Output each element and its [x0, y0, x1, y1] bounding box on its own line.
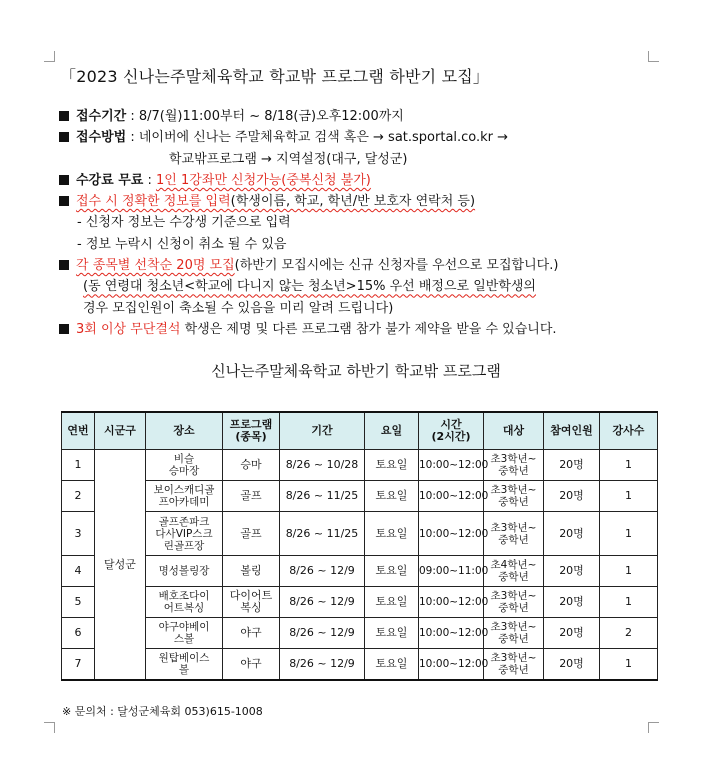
cell-no: 2	[62, 481, 95, 512]
table-row	[62, 587, 658, 618]
notice-sub-item: - 정보 누락시 신청이 취소 될 수 있음	[77, 236, 287, 252]
cell-instructors: 1	[600, 450, 658, 481]
page-corner-mark	[648, 722, 659, 733]
notice-text: (동 연령대 청소년<학교에 다니지 않는 청소년>15% 우선 배정으로 일반학생의	[83, 279, 536, 295]
notice-period	[59, 106, 699, 127]
page-corner-mark	[44, 722, 55, 733]
cell-program: 야구	[223, 649, 280, 681]
cell-target: 초4학년~ 중학년	[484, 556, 544, 587]
notice-highlight: 접수 시 정확한 정보를 입력	[76, 194, 231, 210]
cell-capacity: 20명	[544, 587, 600, 618]
notice-section	[59, 106, 699, 340]
notice-sub-item: - 신청자 정보는 수강생 기준으로 입력	[77, 215, 291, 231]
cell-target: 초3학년~ 중학년	[484, 587, 544, 618]
notice-absence	[59, 319, 699, 340]
notice-text: (학생이름, 학교, 학년/반 보호자 연락처 등)	[230, 194, 476, 210]
cell-no: 4	[62, 556, 95, 587]
cell-place: 배호조다이 어트복싱	[146, 587, 223, 618]
notice-text: 학생은 제명 및 다른 프로그램 참가 불가 제약을 받을 수 있습니다.	[180, 321, 557, 337]
col-header-program	[223, 412, 280, 450]
page-corner-mark	[648, 51, 659, 62]
table-row	[62, 649, 658, 681]
cell-instructors: 2	[600, 618, 658, 649]
notice-text: :	[143, 172, 156, 188]
table-title: 신나는주말체육학교 하반기 학교밖 프로그램	[211, 362, 501, 380]
cell-day: 토요일	[365, 512, 419, 556]
cell-instructors: 1	[600, 587, 658, 618]
notice-text: : 8/7(월)11:00부터 ~ 8/18(금)오후12:00까지	[126, 109, 404, 124]
cell-time: 10:00~12:00	[419, 450, 484, 481]
header-text: (종목)	[235, 430, 267, 443]
cell-period: 8/26 ~ 11/25	[280, 512, 365, 556]
col-header-no: 연번	[62, 412, 95, 450]
cell-capacity: 20명	[544, 649, 600, 681]
header-text: (2시간)	[431, 430, 471, 443]
table-row	[62, 618, 658, 649]
cell-program: 승마	[223, 450, 280, 481]
cell-instructors: 1	[600, 556, 658, 587]
cell-place: 비슬 승마장	[146, 450, 223, 481]
col-header-capacity: 참여인원	[544, 412, 600, 450]
cell-instructors: 1	[600, 512, 658, 556]
cell-time: 10:00~12:00	[419, 618, 484, 649]
cell-target: 초3학년~ 중학년	[484, 450, 544, 481]
cell-time: 10:00~12:00	[419, 649, 484, 681]
notice-highlight: 각 종목별 선착순 20명 모집	[76, 258, 235, 274]
cell-day: 토요일	[365, 618, 419, 649]
table-row	[62, 481, 658, 512]
cell-place: 야구야베이 스볼	[146, 618, 223, 649]
cell-no: 3	[62, 512, 95, 556]
program-table	[61, 411, 658, 681]
notice-label: 수강료 무료	[76, 172, 144, 188]
bullet-square-icon	[59, 132, 69, 142]
header-text: 시간	[440, 418, 462, 431]
notice-sub-item	[59, 276, 699, 297]
col-header-place: 장소	[146, 412, 223, 450]
cell-period: 8/26 ~ 12/9	[280, 587, 365, 618]
cell-capacity: 20명	[544, 450, 600, 481]
bullet-square-icon	[59, 175, 69, 185]
cell-capacity: 20명	[544, 556, 600, 587]
cell-target: 초3학년~ 중학년	[484, 649, 544, 681]
cell-capacity: 20명	[544, 512, 600, 556]
document-title: 「2023 신나는주말체육학교 학교밖 프로그램 하반기 모집」	[60, 67, 490, 86]
cell-day: 토요일	[365, 481, 419, 512]
cell-capacity: 20명	[544, 481, 600, 512]
table-row	[62, 450, 658, 481]
cell-no: 7	[62, 649, 95, 681]
cell-program: 볼링	[223, 556, 280, 587]
col-header-period: 기간	[280, 412, 365, 450]
cell-instructors: 1	[600, 649, 658, 681]
cell-program: 골프	[223, 512, 280, 556]
table-row	[62, 512, 658, 556]
notice-sub-item: 경우 모집인원이 축소될 수 있음을 미리 알려 드립니다)	[83, 300, 394, 316]
notice-method-continued: 학교밖프로그램 → 지역설정(대구, 달성군)	[169, 151, 408, 167]
cell-no: 1	[62, 450, 95, 481]
notice-accuracy	[59, 191, 699, 212]
contact-footer: ※ 문의처 : 달성군체육회 053)615-1008	[62, 705, 263, 718]
cell-district: 달성군	[95, 450, 146, 681]
cell-program: 야구	[223, 618, 280, 649]
cell-target: 초3학년~ 중학년	[484, 512, 544, 556]
notice-first-come	[59, 255, 699, 276]
col-header-day: 요일	[365, 412, 419, 450]
cell-period: 8/26 ~ 10/28	[280, 450, 365, 481]
bullet-square-icon	[59, 260, 69, 270]
cell-no: 5	[62, 587, 95, 618]
cell-place: 보이스캐디골 프아카데미	[146, 481, 223, 512]
notice-label: 접수기간	[76, 109, 127, 124]
cell-program: 다이어트 복싱	[223, 587, 280, 618]
col-header-time	[419, 412, 484, 450]
cell-day: 토요일	[365, 649, 419, 681]
notice-text: : 네이버에 신나는 주말체육학교 검색 혹은 → sat.sportal.co.kr →	[126, 130, 509, 146]
cell-instructors: 1	[600, 481, 658, 512]
bullet-square-icon	[59, 111, 69, 121]
cell-no: 6	[62, 618, 95, 649]
cell-day: 토요일	[365, 556, 419, 587]
notice-highlight: 1인 1강좌만 신청가능(중복신청 불가)	[155, 172, 371, 188]
bullet-square-icon	[59, 196, 69, 206]
cell-place: 원탑베이스 볼	[146, 649, 223, 681]
notice-fee	[59, 170, 699, 191]
col-header-target: 대상	[484, 412, 544, 450]
cell-day: 토요일	[365, 450, 419, 481]
cell-period: 8/26 ~ 12/9	[280, 649, 365, 681]
table-row	[62, 556, 658, 587]
notice-label: 접수방법	[76, 130, 127, 146]
cell-period: 8/26 ~ 11/25	[280, 481, 365, 512]
cell-period: 8/26 ~ 12/9	[280, 556, 365, 587]
header-text: 프로그램	[229, 418, 273, 431]
col-header-instructors: 강사수	[600, 412, 658, 450]
cell-time: 10:00~12:00	[419, 481, 484, 512]
notice-text: (하반기 모집시에는 신규 신청자를 우선으로 모집합니다.)	[234, 258, 559, 274]
notice-highlight: 3회 이상 무단결석	[76, 321, 181, 337]
cell-program: 골프	[223, 481, 280, 512]
cell-time: 10:00~12:00	[419, 587, 484, 618]
col-header-district: 시군구	[95, 412, 146, 450]
cell-time: 10:00~12:00	[419, 512, 484, 556]
cell-place: 명성볼링장	[146, 556, 223, 587]
page-corner-mark	[44, 51, 55, 62]
cell-capacity: 20명	[544, 618, 600, 649]
cell-target: 초3학년~ 중학년	[484, 618, 544, 649]
notice-method	[59, 127, 699, 148]
cell-target: 초3학년~ 중학년	[484, 481, 544, 512]
table-header-row	[62, 412, 658, 450]
cell-place: 골프존파크 다사VIP스크 린골프장	[146, 512, 223, 556]
cell-period: 8/26 ~ 12/9	[280, 618, 365, 649]
cell-day: 토요일	[365, 587, 419, 618]
bullet-square-icon	[59, 324, 69, 334]
cell-time: 09:00~11:00	[419, 556, 484, 587]
